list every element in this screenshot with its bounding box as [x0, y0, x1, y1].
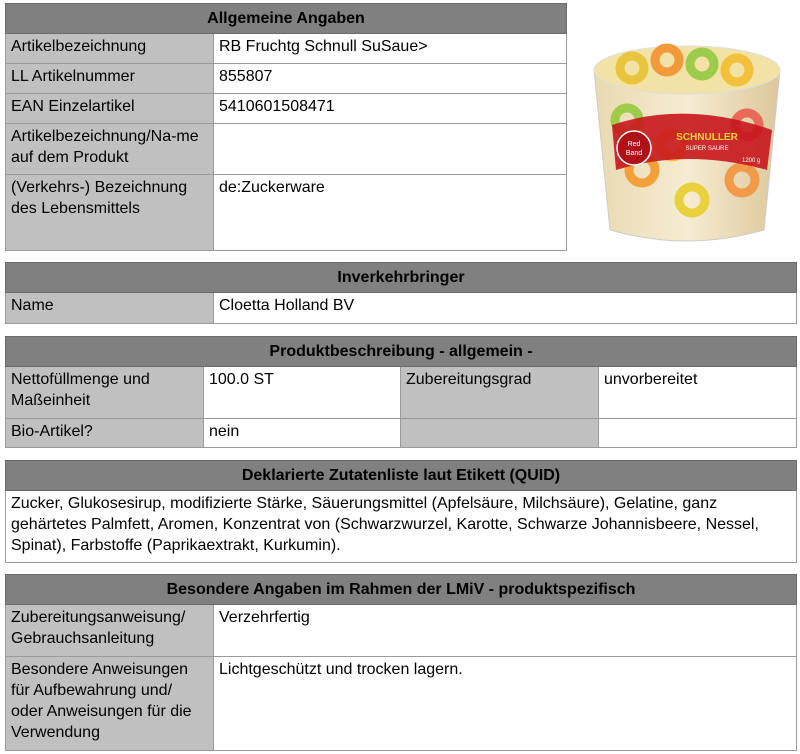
section-title: Inverkehrbringer — [6, 263, 797, 293]
field-value: de:Zuckerware — [214, 175, 567, 251]
section-title: Produktbeschreibung - allgemein - — [6, 337, 797, 367]
produktbeschreibung-table — [5, 336, 797, 448]
zutatenliste-table — [5, 460, 797, 563]
field-label — [401, 419, 599, 448]
field-value — [599, 419, 797, 448]
field-value: 5410601508471 — [214, 94, 567, 124]
field-value: Cloetta Holland BV — [214, 293, 797, 324]
field-label: LL Artikelnummer — [6, 64, 214, 94]
inverkehrbringer-table — [5, 262, 797, 324]
field-value: Lichtgeschützt und trocken lagern. — [214, 657, 797, 751]
ingredients-text: Zucker, Glukosesirup, modifizierte Stärke, Säuerungsmittel (Apfelsäure, Milchsäure), Gelatine, ganz gehärtetes Palmfett, Aromen, Konzentrat von (Schwarzwurzel, Karotte, Schwarze Johannisbeere, Nessel, Spinat), Farbstoffe (Paprikaextrakt, Kurkumin). — [6, 491, 797, 563]
brand-logo-text: Red — [627, 141, 641, 148]
field-label: EAN Einzelartikel — [6, 94, 214, 124]
svg-text:Band: Band — [625, 150, 643, 157]
section-title: Deklarierte Zutatenliste laut Etikett (QUID) — [6, 461, 797, 491]
field-label: Bio-Artikel? — [6, 419, 204, 448]
field-value: RB Fruchtg Schnull SuSaue> — [214, 34, 567, 64]
field-value — [214, 124, 567, 175]
svg-text:1200 g: 1200 g — [742, 158, 761, 164]
field-label: Name — [6, 293, 214, 324]
section-title: Allgemeine Angaben — [6, 4, 567, 34]
product-image — [582, 30, 792, 252]
field-value: Verzehrfertig — [214, 605, 797, 657]
field-label: Zubereitungsanweisung/ Gebrauchsanleitung — [6, 605, 214, 657]
svg-text:SCHNULLER: SCHNULLER — [676, 132, 738, 143]
allgemeine-angaben-table — [5, 3, 567, 251]
section-title: Besondere Angaben im Rahmen der LMiV - produktspezifisch — [6, 575, 797, 605]
field-label: Artikelbezeichnung — [6, 34, 214, 64]
field-label: (Verkehrs-) Bezeichnung des Lebensmittels — [6, 175, 214, 251]
field-label: Besondere Anweisungen für Aufbewahrung und/ oder Anweisungen für die Verwendung — [6, 657, 214, 751]
svg-text:SUPER SAURE: SUPER SAURE — [685, 146, 729, 152]
field-value: 100.0 ST — [204, 367, 401, 419]
field-label: Artikelbezeichnung/Na-me auf dem Produkt — [6, 124, 214, 175]
field-value: unvorbereitet — [599, 367, 797, 419]
field-label: Zubereitungsgrad — [401, 367, 599, 419]
field-value: nein — [204, 419, 401, 448]
lmiv-table — [5, 574, 797, 751]
field-value: 855807 — [214, 64, 567, 94]
field-label: Nettofüllmenge und Maßeinheit — [6, 367, 204, 419]
